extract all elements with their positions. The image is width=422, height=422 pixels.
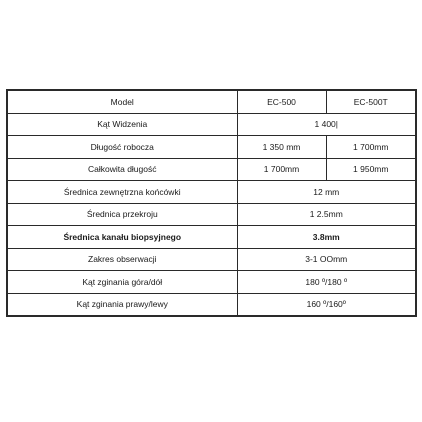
row-label-section-diameter: Średnica przekroju xyxy=(7,203,237,226)
row-value-working-length-ec500t: 1 700mm xyxy=(326,136,416,159)
row-label-bend-left-right: Kąt zginania prawy/lewy xyxy=(7,293,237,316)
row-value-section-diameter: 1 2.5mm xyxy=(237,203,416,226)
table-row-section-diameter xyxy=(7,203,416,226)
row-label-observation-range: Zakres obserwacji xyxy=(7,248,237,271)
specification-table xyxy=(6,89,417,317)
header-ec-500t: EC-500T xyxy=(326,90,416,113)
row-value-biopsy-channel: 3.8mm xyxy=(237,226,416,249)
row-value-viewing-angle: 1 400| xyxy=(237,113,416,136)
table-row-bend-up-down xyxy=(7,271,416,294)
row-value-total-length-ec500t: 1 950mm xyxy=(326,158,416,181)
row-value-total-length-ec500: 1 700mm xyxy=(237,158,326,181)
row-label-working-length: Długość robocza xyxy=(7,136,237,159)
row-value-tip-diameter: 12 mm xyxy=(237,181,416,204)
table-row-observation-range xyxy=(7,248,416,271)
row-value-observation-range: 3-1 OOmm xyxy=(237,248,416,271)
row-value-bend-left-right: 160 º/160º xyxy=(237,293,416,316)
table-row-biopsy-channel xyxy=(7,226,416,249)
row-label-biopsy-channel: Średnica kanału biopsyjnego xyxy=(7,226,237,249)
row-value-working-length-ec500: 1 350 mm xyxy=(237,136,326,159)
header-ec-500: EC-500 xyxy=(237,90,326,113)
table-row-model xyxy=(7,90,416,113)
table-row-viewing-angle xyxy=(7,113,416,136)
table-row-total-length xyxy=(7,158,416,181)
row-value-bend-up-down: 180 º/180 º xyxy=(237,271,416,294)
table-row-bend-left-right xyxy=(7,293,416,316)
table-row-tip-diameter xyxy=(7,181,416,204)
row-label-total-length: Całkowita długość xyxy=(7,158,237,181)
row-label-bend-up-down: Kąt zginania góra/dół xyxy=(7,271,237,294)
header-label-model: Model xyxy=(7,90,237,113)
row-label-tip-diameter: Średnica zewnętrzna końcówki xyxy=(7,181,237,204)
table-row-working-length xyxy=(7,136,416,159)
row-label-viewing-angle: Kąt Widzenia xyxy=(7,113,237,136)
